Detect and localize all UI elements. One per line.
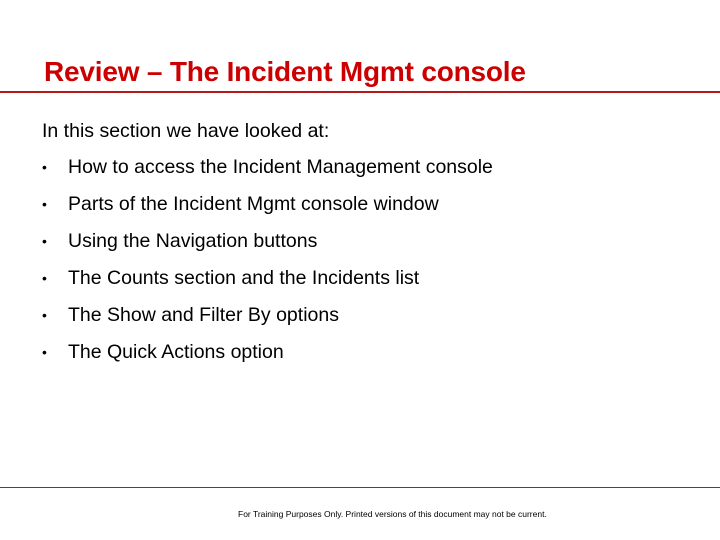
slide-title: Review – The Incident Mgmt console: [44, 56, 526, 87]
bullet-icon: •: [42, 159, 47, 175]
bullet-text: The Counts section and the Incidents list: [68, 267, 420, 289]
list-item: [42, 192, 493, 229]
bullet-icon: •: [42, 233, 47, 249]
list-item: [42, 303, 493, 340]
bullet-icon: •: [42, 307, 47, 323]
list-item: [42, 155, 493, 192]
footer-disclaimer: For Training Purposes Only. Printed versions of this document may not be current.: [238, 509, 547, 519]
bullet-list: [42, 155, 493, 377]
list-item: [42, 340, 493, 377]
bullet-icon: •: [42, 196, 47, 212]
list-item: [42, 229, 493, 266]
title-divider: [0, 91, 720, 93]
list-item: [42, 266, 493, 303]
bullet-text: The Quick Actions option: [68, 341, 284, 363]
intro-text: In this section we have looked at:: [42, 120, 330, 142]
bullet-icon: •: [42, 270, 47, 286]
bullet-text: Parts of the Incident Mgmt console window: [68, 193, 439, 215]
bullet-text: Using the Navigation buttons: [68, 230, 318, 252]
bullet-text: The Show and Filter By options: [68, 304, 339, 326]
bullet-icon: •: [42, 344, 47, 360]
bullet-text: How to access the Incident Management console: [68, 156, 493, 178]
footer-divider: [0, 487, 720, 488]
